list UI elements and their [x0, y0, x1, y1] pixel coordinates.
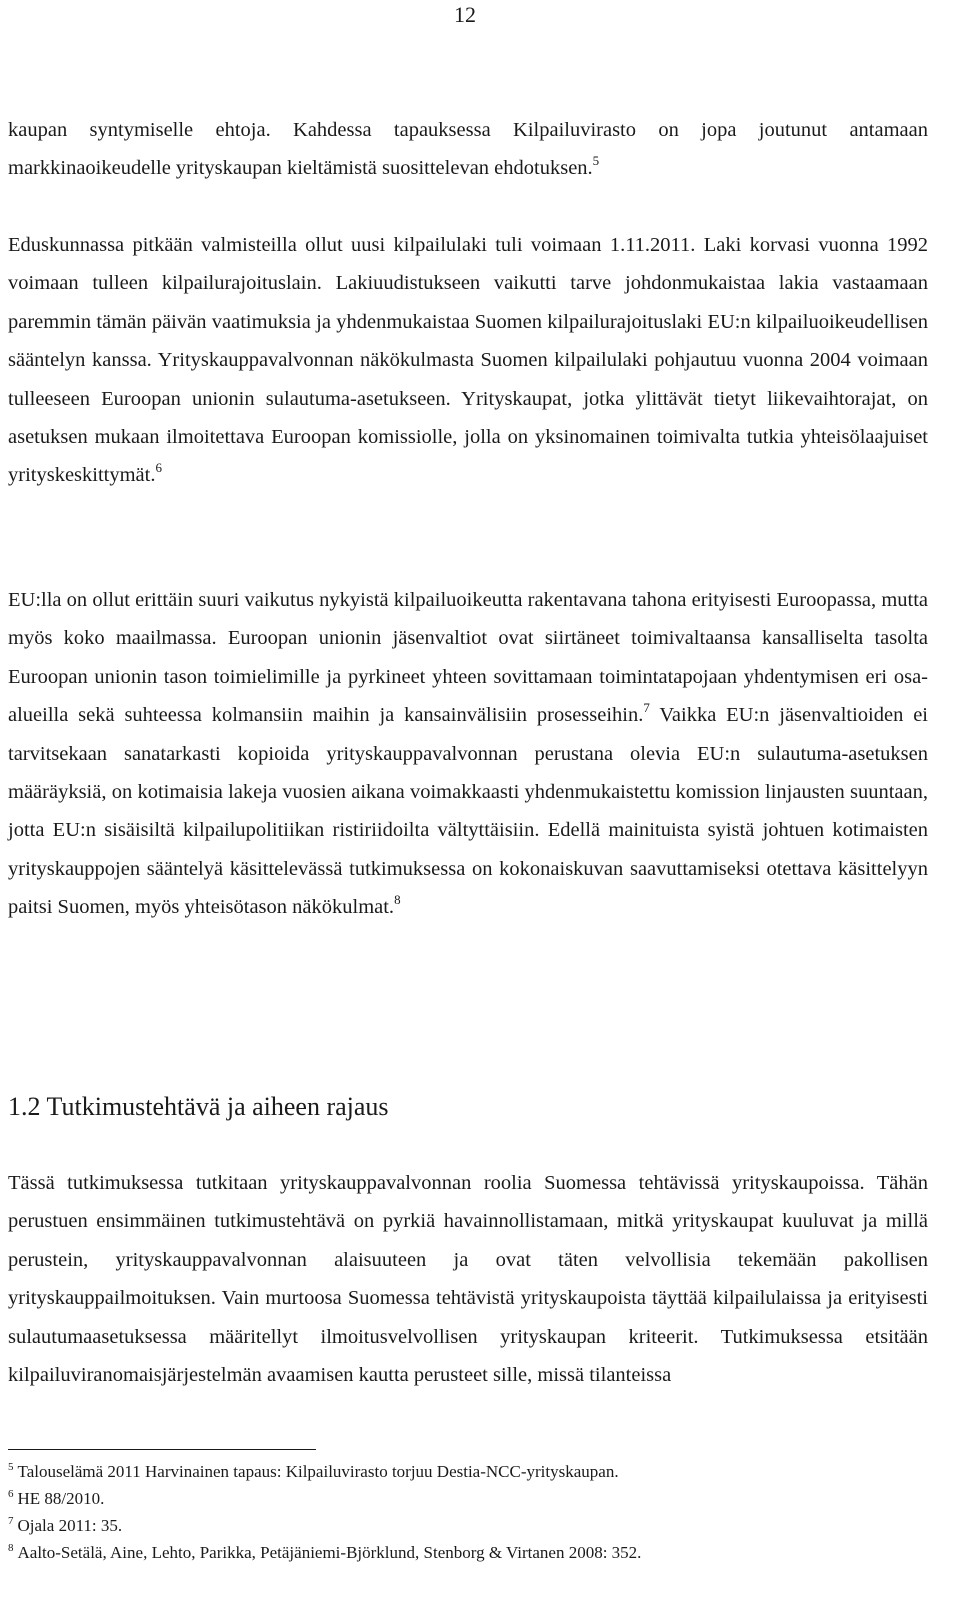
footnote-text: HE 88/2010. [17, 1489, 105, 1508]
paragraph-text: EU:lla on ollut erittäin suuri vaikutus nykyistä kilpailuoikeutta rakentavana tahona erityisesti Euroopassa, mutta myös koko maailmassa. Euroopan unionin jäsenvaltiot ovat siirtäneet toimivaltaansa kansalliselta tasolta Euroopan unionin tason toimielimille ja pyrkineet yhteen sovittamaan toimintatapojaan yhdentymisen eri osa-alueilla sekä suhteessa kolmansiin maihin ja kansainvälisiin prosesseihin. [8, 589, 928, 727]
footnote-item [8, 1458, 928, 1485]
footnote-text: Talouselämä 2011 Harvinainen tapaus: Kilpailuvirasto torjuu Destia-NCC-yrityskaupan. [17, 1462, 619, 1481]
footnote-item [8, 1512, 928, 1539]
footnote-item [8, 1485, 928, 1512]
footnote-divider [8, 1449, 316, 1450]
paragraph-text: kaupan syntymiselle ehtoja. Kahdessa tapauksessa Kilpailuvirasto on jopa joutunut antamaan markkinaoikeudelle yrityskaupan kieltämistä suosittelevan ehdotuksen. [8, 119, 928, 180]
footnote-ref[interactable]: 5 [592, 153, 600, 169]
body-paragraph-1 [8, 111, 928, 188]
paragraph-text: Eduskunnassa pitkään valmisteilla ollut uusi kilpailulaki tuli voimaan 1.11.2011. Laki korvasi vuonna 1992 voimaan tulleen kilpailurajoituslain. Lakiuudistukseen vaikutti tarve johdonmukaistaa lakia vastaamaan paremmin tämän päivän vaatimuksia ja yhdenmukaistaa Suomen kilpailurajoituslaki EU:n kilpailuoikeudellisen sääntelyn kanssa. Yrityskauppavalvonnan näkökulmasta Suomen kilpailulaki pohjautuu vuonna 2004 voimaan tulleeseen Euroopan unionin sulautuma-asetukseen. Yrityskaupat, jotka ylittävät tietyt liikevaihtorajat, on asetuksen mukaan ilmoitettava Euroopan komissiolle, jolla on yksinomainen toimivalta tutkia yhteisölaajuiset yrityskeskittymät. [8, 234, 928, 487]
body-paragraph-2 [8, 226, 928, 495]
footnote-text: Ojala 2011: 35. [17, 1516, 123, 1535]
footnote-ref[interactable]: 7 [643, 700, 650, 716]
body-paragraph-3 [8, 581, 928, 927]
footnote-number: 8 [8, 1542, 14, 1554]
footnote-text: Aalto-Setälä, Aine, Lehto, Parikka, Petäjäniemi-Björklund, Stenborg & Virtanen 2008: 352. [17, 1543, 642, 1562]
footnote-number: 5 [8, 1461, 14, 1473]
footnote-list [8, 1458, 928, 1566]
body-paragraph-4 [8, 1164, 928, 1394]
paragraph-text: Vaikka EU:n jäsenvaltioiden ei tarvitsekaan sanatarkasti kopioida yrityskauppavalvonnan perustana olevia EU:n sulautuma-asetuksen määräyksiä, on kotimaisia lakeja vuosien aikana voimakkaasti yhdenmukaistettu komission linjausten suuntaan, jotta EU:n sisäisiltä kilpailupolitiikan ristiriidoilta vältyttäisiin. Edellä mainituista syistä johtuen kotimaisten yrityskauppojen sääntelyä käsittelevässä tutkimuksessa on kokonaiskuvan saavuttamiseksi otettava käsittelyyn paitsi Suomen, myös yhteisötason näkökulmat. [8, 704, 928, 919]
footnote-number: 6 [8, 1488, 14, 1500]
page-number: 12 [454, 2, 476, 27]
footnote-number: 7 [8, 1515, 14, 1527]
footnote-item [8, 1539, 928, 1566]
footnote-ref[interactable]: 8 [394, 892, 401, 908]
footnote-ref[interactable]: 6 [155, 460, 162, 476]
paragraph-text: Tässä tutkimuksessa tutkitaan yrityskauppavalvonnan roolia Suomessa tehtävissä yrityskaupoissa. Tähän perustuen ensimmäinen tutkimustehtävä on pyrkiä havainnollistamaan, mitkä yrityskaupat kuuluvat ja millä perustein, yrityskauppavalvonnan alaisuuteen ja ovat täten velvollisia tekemään pakollisen yrityskauppailmoituksen. Vain murtoosa Suomessa tehtävistä yrityskaupoista täyttää kilpailulaissa ja erityisesti sulautumaasetuksessa määritellyt ilmoitusvelvollisen yrityskaupan kriteerit. Tutkimuksessa etsitään kilpailuviranomaisjärjestelmän avaamisen kautta perusteet sille, missä tilanteissa [8, 1172, 928, 1387]
section-heading: 1.2 Tutkimustehtävä ja aiheen rajaus [8, 1092, 389, 1121]
